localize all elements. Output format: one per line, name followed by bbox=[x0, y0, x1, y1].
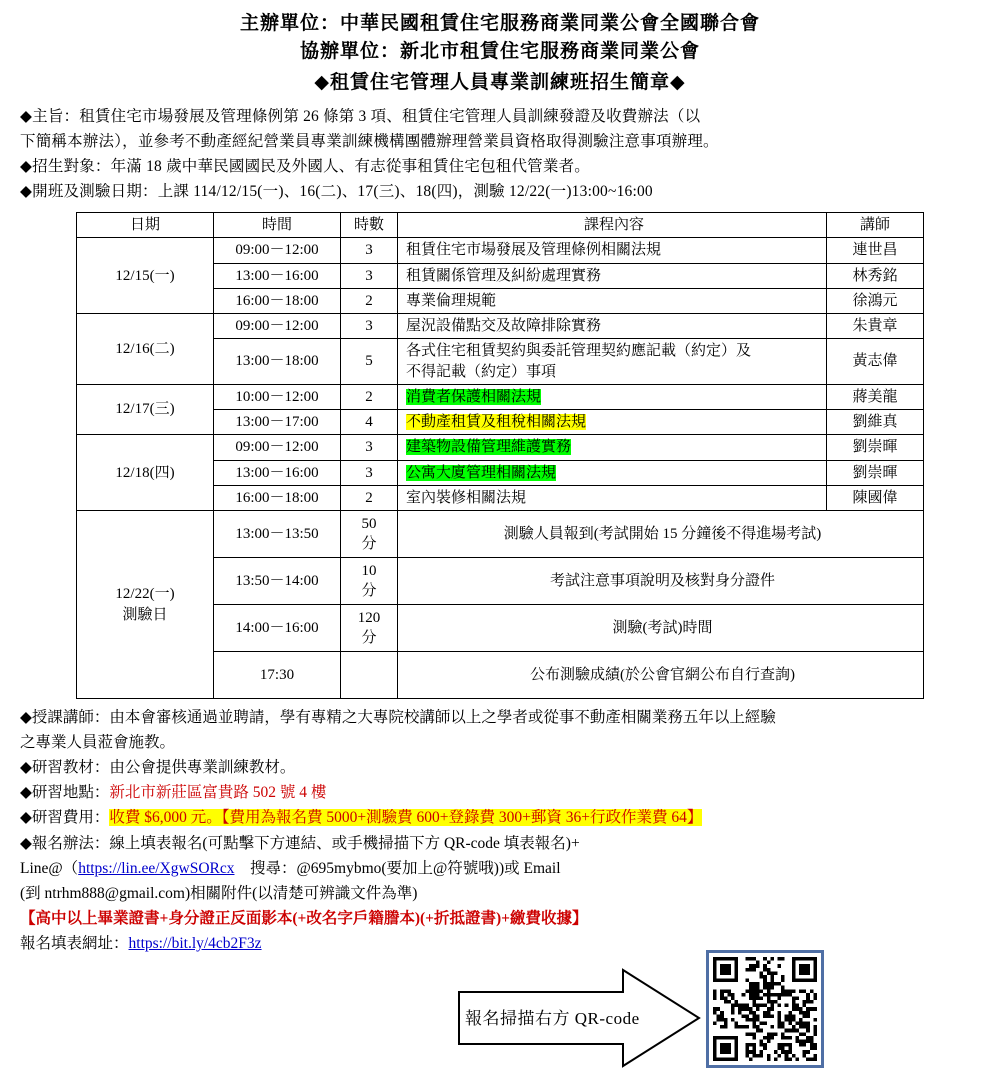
cell-exam-content: 測驗人員報到(考試開始 15 分鐘後不得進場考試) bbox=[398, 511, 924, 558]
line-label: Line@（ bbox=[20, 859, 79, 877]
line-contact-row bbox=[20, 856, 980, 881]
cell-date: 12/17(三) bbox=[77, 384, 214, 435]
col-date: 日期 bbox=[77, 213, 214, 238]
cell-hours: 3 bbox=[341, 314, 398, 339]
venue-value: 新北市新莊區富貴路 502 號 4 樓 bbox=[109, 784, 327, 802]
materials-line: ◆研習教材：由公會提供專業訓練教材。 bbox=[20, 759, 296, 777]
cell-teacher: 連世昌 bbox=[827, 238, 924, 263]
cell-exam-time: 14:00－16:00 bbox=[214, 605, 341, 652]
qr-section bbox=[0, 958, 1000, 1078]
cell-teacher: 劉崇暉 bbox=[827, 460, 924, 485]
cell-time: 09:00－12:00 bbox=[214, 314, 341, 339]
cell-teacher: 劉崇暉 bbox=[827, 435, 924, 460]
arrow-graphic bbox=[455, 964, 705, 1072]
cell-teacher: 朱貴章 bbox=[827, 314, 924, 339]
purpose-line-2: 下簡稱本辦法），並參考不動產經紀營業員專業訓練機構團體辦理營業員資格取得測驗注意事項辦理。 bbox=[20, 132, 719, 150]
form-url-row bbox=[20, 931, 980, 956]
cell-exam-content: 考試注意事項說明及核對身分證件 bbox=[398, 558, 924, 605]
qr-code-box[interactable] bbox=[706, 950, 824, 1068]
cell-hours: 3 bbox=[341, 460, 398, 485]
email-row: (到 ntrhm888@gmail.com)相關附件(以清楚可辨識文件為準) bbox=[20, 884, 418, 902]
qr-arrow-label: 報名掃描右方 QR-code bbox=[465, 1009, 640, 1029]
cell-hours: 2 bbox=[341, 384, 398, 409]
cell-exam-time: 13:50－14:00 bbox=[214, 558, 341, 605]
cell-date: 12/18(四) bbox=[77, 435, 214, 511]
cell-hours: 4 bbox=[341, 410, 398, 435]
cell-exam-time: 17:30 bbox=[214, 652, 341, 699]
form-url-link[interactable]: https://bit.ly/4cb2F3z bbox=[128, 935, 262, 953]
cell-time: 16:00－18:00 bbox=[214, 485, 341, 510]
cell-teacher: 徐鴻元 bbox=[827, 288, 924, 313]
lecturer-line-1: ◆授課講師：由本會審核通過並聘請，學有專精之大專院校講師以上之學者或從事不動產相關業務五年以上經驗 bbox=[20, 709, 776, 727]
table-row bbox=[77, 314, 924, 339]
page-title: ◆租賃住宅管理人員專業訓練班招生簡章◆ bbox=[314, 72, 686, 94]
cell-hours: 3 bbox=[341, 435, 398, 460]
cell-teacher: 林秀銘 bbox=[827, 263, 924, 288]
lecturer-line-2: 之專業人員蒞會施教。 bbox=[20, 734, 176, 752]
course-schedule-table bbox=[76, 212, 924, 699]
cell-hours: 5 bbox=[341, 339, 398, 385]
col-hours: 時數 bbox=[341, 213, 398, 238]
organizer-line: 主辦單位：中華民國租賃住宅服務商業同業公會全國聯合會 bbox=[239, 13, 760, 34]
fee-line bbox=[20, 805, 980, 830]
purpose-line-1: ◆主旨：租賃住宅市場發展及管理條例第 26 條第 3 項、租賃住宅管理人員訓練發證及收費辦法（以 bbox=[20, 107, 701, 125]
exam-table-row bbox=[77, 511, 924, 558]
cell-date: 12/15(一) bbox=[77, 238, 214, 314]
cell-exam-hours: 50 分 bbox=[341, 511, 398, 558]
table-header-row bbox=[77, 213, 924, 238]
cell-exam-hours bbox=[341, 652, 398, 699]
cell-time: 13:00－17:00 bbox=[214, 410, 341, 435]
cell-time: 09:00－12:00 bbox=[214, 238, 341, 263]
cell-time: 09:00－12:00 bbox=[214, 435, 341, 460]
line-url-link[interactable]: https://lin.ee/XgwSORcx bbox=[78, 859, 235, 877]
cell-content: 租賃住宅市場發展及管理條例相關法規 bbox=[398, 238, 827, 263]
cell-content: 租賃關係管理及糾紛處理實務 bbox=[398, 263, 827, 288]
venue-line bbox=[20, 780, 980, 805]
notes-section bbox=[20, 705, 980, 956]
apply-value: 線上填表報名(可點擊下方連結、或手機掃描下方 QR-code 填表報名)+ bbox=[109, 834, 580, 852]
cell-teacher: 蔣美龍 bbox=[827, 384, 924, 409]
col-content: 課程內容 bbox=[398, 213, 827, 238]
cell-exam-content: 公布測驗成績(於公會官網公布自行查詢) bbox=[398, 652, 924, 699]
cell-content: 建築物設備管理維護實務 bbox=[398, 435, 827, 460]
class-dates-line: ◆開班及測驗日期：上課 114/12/15(一)、16(二)、17(三)、18(四)，測驗 12/22(一)13:00~16:00 bbox=[20, 182, 653, 200]
required-documents-row: 【高中以上畢業證書+身分證正反面影本(+改名字戶籍謄本)(+折抵證書)+繳費收據】 bbox=[20, 909, 588, 927]
cell-time: 13:00－18:00 bbox=[214, 339, 341, 385]
fee-value: 收費 $6,000 元。【費用為報名費 5000+測驗費 600+登錄費 300+郵資 36+行政作業費 64】 bbox=[109, 809, 703, 827]
cell-content: 專業倫理規範 bbox=[398, 288, 827, 313]
col-time: 時間 bbox=[214, 213, 341, 238]
cell-hours: 3 bbox=[341, 263, 398, 288]
cell-exam-time: 13:00－13:50 bbox=[214, 511, 341, 558]
cell-teacher: 黃志偉 bbox=[827, 339, 924, 385]
intro-section bbox=[20, 104, 980, 204]
line-search-text: 搜尋：@695mybmo(要加上@符號哦))或 Email bbox=[249, 859, 561, 877]
cell-time: 13:00－16:00 bbox=[214, 263, 341, 288]
cell-content: 各式住宅租賃契約與委託管理契約應記載（約定）及 不得記載（約定）事項 bbox=[398, 339, 827, 385]
table-row bbox=[77, 435, 924, 460]
cell-hours: 2 bbox=[341, 288, 398, 313]
cell-content: 屋況設備點交及故障排除實務 bbox=[398, 314, 827, 339]
fee-label: ◆研習費用： bbox=[20, 809, 110, 827]
cell-content: 消費者保護相關法規 bbox=[398, 384, 827, 409]
cell-time: 16:00－18:00 bbox=[214, 288, 341, 313]
cell-exam-content: 測驗(考試)時間 bbox=[398, 605, 924, 652]
table-row bbox=[77, 238, 924, 263]
cell-teacher: 劉維真 bbox=[827, 410, 924, 435]
form-label: 報名填表網址： bbox=[20, 935, 129, 953]
cell-teacher: 陳國偉 bbox=[827, 485, 924, 510]
cell-hours: 2 bbox=[341, 485, 398, 510]
cell-time: 10:00－12:00 bbox=[214, 384, 341, 409]
cell-date: 12/16(二) bbox=[77, 314, 214, 385]
cell-content: 公寓大廈管理相關法規 bbox=[398, 460, 827, 485]
cell-content: 不動產租賃及租稅相關法規 bbox=[398, 410, 827, 435]
cell-exam-date: 12/22(一) 測驗日 bbox=[77, 511, 214, 699]
document-page bbox=[0, 10, 1000, 1029]
cell-time: 13:00－16:00 bbox=[214, 460, 341, 485]
col-teacher: 講師 bbox=[827, 213, 924, 238]
apply-line bbox=[20, 831, 980, 856]
apply-label: ◆報名辦法： bbox=[20, 834, 110, 852]
cell-exam-hours: 10 分 bbox=[341, 558, 398, 605]
venue-label: ◆研習地點： bbox=[20, 784, 110, 802]
target-audience-line: ◆招生對象：年滿 18 歲中華民國國民及外國人、有志從事租賃住宅包租代管業者。 bbox=[20, 157, 590, 175]
cell-hours: 3 bbox=[341, 238, 398, 263]
cell-content: 室內裝修相關法規 bbox=[398, 485, 827, 510]
cell-exam-hours: 120 分 bbox=[341, 605, 398, 652]
table-body bbox=[77, 238, 924, 699]
qr-code-icon bbox=[713, 957, 817, 1061]
co-organizer-line: 協辦單位：新北市租賃住宅服務商業同業公會 bbox=[299, 40, 700, 62]
table-row bbox=[77, 384, 924, 409]
